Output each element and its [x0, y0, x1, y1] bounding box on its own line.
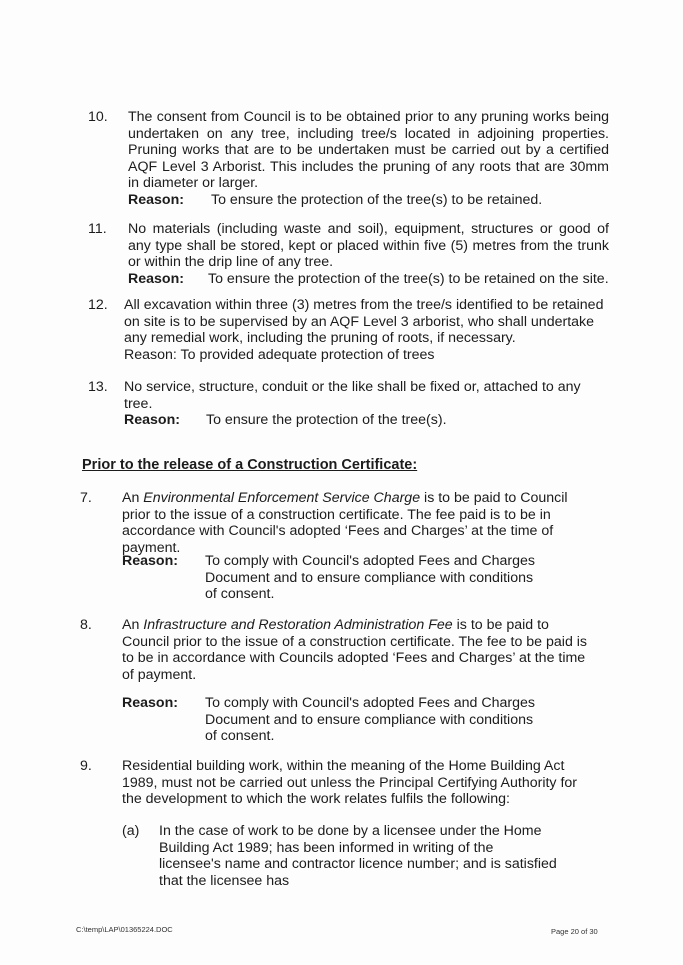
footer-page-number: Page 20 of 30 — [551, 927, 598, 936]
condition-text: The consent from Council is to be obtained prior to any pruning works being undertaken on any tree, including tree/s located in adjoining properties. Pruning works that are to be undertaken must be carried out by a certified AQF Level 3 Arborist. This includes the pruning of any roots that are 30mm in diameter or larger. — [128, 109, 609, 192]
condition-number: 9. — [80, 758, 92, 774]
condition-number: 10. — [88, 109, 108, 125]
condition-text: No materials (including waste and soil), equipment, structures or good of any type shall be stored, kept or placed within five (5) metres from the trunk or within the drip line of any tree. — [128, 221, 609, 271]
condition-number: 8. — [80, 617, 92, 633]
condition-reason — [124, 412, 609, 429]
fee-name: Environmental Enforcement Service Charge — [143, 490, 421, 506]
fee-name: Infrastructure and Restoration Administration Fee — [143, 617, 453, 633]
condition-text-pre: An — [122, 617, 144, 633]
section-heading: Prior to the release of a Construction Certificate: — [82, 457, 418, 473]
sub-item-label: (a) — [122, 823, 140, 839]
reason-text: To ensure the protection of the tree(s) to be retained. — [211, 191, 543, 208]
condition-text-post: is to be paid to Council prior to the issue of a construction certificate. The fee paid is to be in accordance with Council's adopted ‘Fees and Charges’ at the time of payment. — [122, 490, 568, 556]
condition-reason: Reason: To provided adequate protection of trees — [124, 346, 435, 363]
condition-text: Residential building work, within the meaning of the Home Building Act 1989, must not be carried out unless the Principal Certifying Authority for the development to which the work relates fulfils the following: — [122, 758, 578, 808]
reason-label: Reason: — [128, 191, 184, 208]
condition-number: 7. — [80, 490, 92, 506]
sub-item-text: In the case of work to be done by a licensee under the Home Building Act 1989; has been informed in writing of the licensee's name and contractor licence number; and is satisfied that the licensee has — [159, 823, 557, 889]
reason-label: Reason: — [124, 412, 180, 429]
condition-reason — [128, 271, 609, 288]
condition-text-post: is to be paid to Council prior to the issue of a construction certificate. The fee to be paid is to be in accordance with Councils adopted ‘Fees and Charges’ at the time of payment. — [122, 617, 588, 683]
reason-label: Reason: — [128, 270, 184, 287]
reason-text: To comply with Council's adopted Fees and Charges Document and to ensure compliance with conditions of consent. — [205, 553, 535, 603]
reason-text: To comply with Council's adopted Fees and Charges Document and to ensure compliance with conditions of consent. — [205, 695, 535, 745]
condition-reason — [128, 192, 609, 209]
footer-file-path: C:\temp\LAP\01365224.DOC — [76, 925, 173, 934]
condition-number: 11. — [88, 221, 107, 237]
condition-text: All excavation within three (3) metres from the tree/s identified to be retained on site is to be supervised by an AQF Level 3 arborist, who shall undertake any remedial work, including the pruning of roots, if necessary. — [124, 297, 604, 347]
reason-text: To ensure the protection of the tree(s) to be retained on the site. — [208, 270, 609, 287]
reason-label: Reason: — [122, 553, 178, 569]
condition-text-pre: An — [122, 490, 144, 506]
reason-text: To ensure the protection of the tree(s). — [206, 412, 447, 429]
condition-text: No service, structure, conduit or the like shall be fixed or, attached to any tree. — [124, 379, 581, 412]
condition-number: 13. — [88, 379, 108, 395]
condition-number: 12. — [88, 297, 108, 313]
reason-label: Reason: — [122, 695, 178, 711]
